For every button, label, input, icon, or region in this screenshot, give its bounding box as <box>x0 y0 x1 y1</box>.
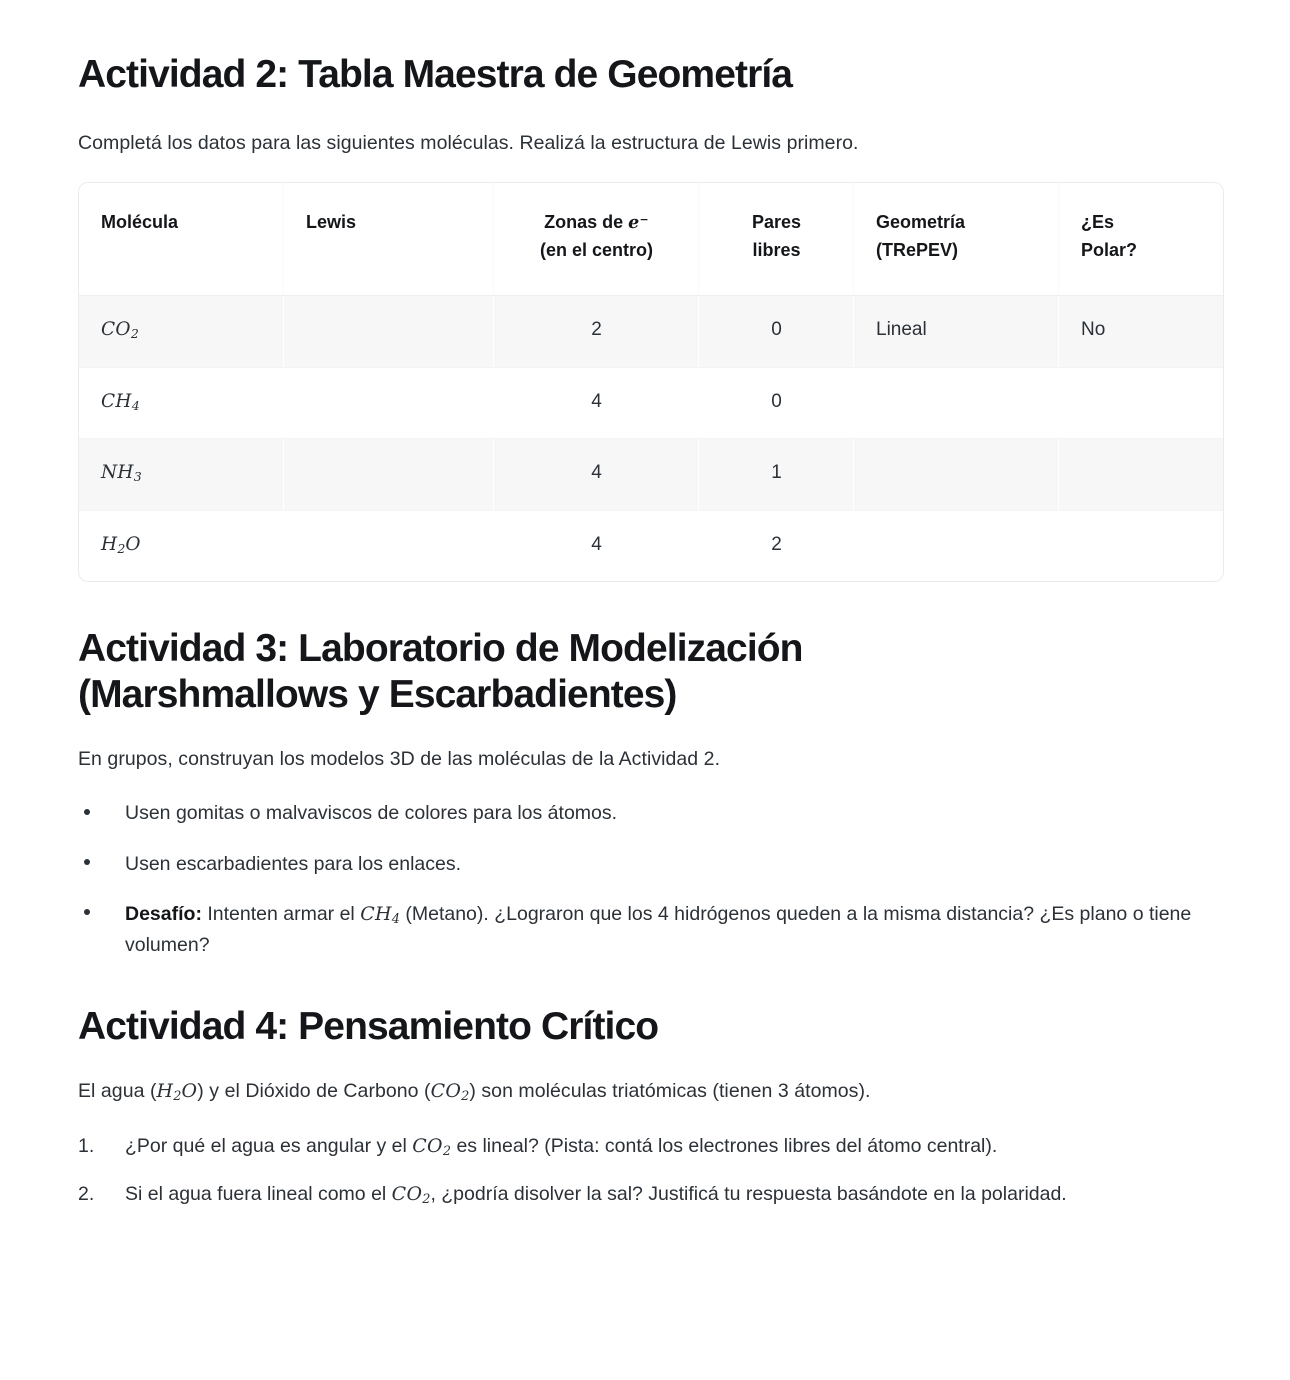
geometry-table-head <box>79 183 1223 295</box>
formula-ch4: $CH_4$ <box>101 390 140 413</box>
table-header-row <box>79 183 1223 295</box>
list-item-text-after-math: (Metano). ¿Lograron que los 4 hidrógenos queden a la misma distancia? ¿Es plano o tiene volumen? <box>125 902 1192 956</box>
formula-ch4: $CH_4$ <box>360 902 400 927</box>
activity3-heading-line1: Actividad 3: Laboratorio de Modelización <box>78 627 803 671</box>
col-header-es-polar-label: ¿Es <box>1081 212 1115 233</box>
table-row <box>79 367 1223 439</box>
cell-molecula <box>79 296 284 368</box>
col-header-zonas-sublabel: (en el centro) <box>539 240 654 261</box>
cell-es-polar[interactable] <box>1059 367 1223 439</box>
col-header-es-polar <box>1059 183 1223 295</box>
list-item <box>78 899 1222 960</box>
formula-h2o: $H_2O$ <box>101 533 141 556</box>
col-header-geometria-sublabel: (TRePEV) <box>876 240 959 261</box>
activity2-intro: Completá los datos para las siguientes moléculas. Realizá la estructura de Lewis primero. <box>78 132 859 155</box>
activity4-intro-part1: El agua ( <box>78 1079 157 1102</box>
list-item <box>78 1179 1222 1210</box>
electron-symbol: e− <box>628 213 649 234</box>
cell-pares-libres: 0 <box>699 367 854 439</box>
cell-lewis[interactable] <box>284 367 494 439</box>
col-header-molecula-label: Molécula <box>101 212 179 233</box>
activity2-heading: Actividad 2: Tabla Maestra de Geometría <box>78 53 793 96</box>
table-row <box>79 296 1223 368</box>
col-header-lewis <box>284 183 494 295</box>
cell-lewis[interactable] <box>284 439 494 511</box>
col-header-geometria-label: Geometría <box>876 212 966 233</box>
list-item-bold-prefix: Desafío: <box>125 902 202 925</box>
activity4-intro-part2: ) y el Dióxido de Carbono ( <box>197 1079 431 1102</box>
formula-co2: $CO_2$ <box>101 319 139 341</box>
col-header-molecula <box>79 183 284 295</box>
spacer <box>78 582 1222 626</box>
cell-geometria[interactable] <box>854 439 1059 511</box>
list-item-text-part1: Si el agua fuera lineal como el <box>125 1183 392 1206</box>
spacer <box>78 960 1222 1004</box>
spacer <box>78 718 1222 744</box>
list-item-text: Usen escarbadientes para los enlaces. <box>125 852 462 875</box>
spacer <box>78 98 1222 128</box>
col-header-pares-libres-label: Pares <box>751 212 802 233</box>
formula-nh3: $NH_3$ <box>101 462 142 484</box>
cell-geometria[interactable] <box>854 367 1059 439</box>
geometry-table-body <box>79 296 1223 582</box>
cell-zonas: 4 <box>494 439 699 511</box>
cell-geometria: Lineal <box>854 296 1059 368</box>
col-header-zonas <box>494 183 699 295</box>
list-item-number: 2. <box>78 1183 95 1206</box>
table-row <box>79 510 1223 581</box>
bullet-icon <box>84 809 90 815</box>
col-header-pares-libres-sublabel: libres <box>752 240 801 261</box>
activity4-question-list <box>78 1131 1222 1211</box>
activity3-heading-line2: (Marshmallows y Escarbadientes) <box>78 673 677 717</box>
col-header-es-polar-sublabel: Polar? <box>1081 240 1138 261</box>
cell-zonas: 4 <box>494 367 699 439</box>
activity4-intro-part3: ) son moléculas triatómicas (tienen 3 átomos). <box>469 1079 871 1102</box>
cell-es-polar: No <box>1059 296 1223 368</box>
col-header-lewis-label: Lewis <box>306 212 357 233</box>
cell-pares-libres: 0 <box>699 296 854 368</box>
cell-es-polar[interactable] <box>1059 439 1223 511</box>
activity3-bullet-list <box>78 798 1222 959</box>
cell-zonas: 4 <box>591 533 602 555</box>
cell-geometria[interactable] <box>854 510 1059 581</box>
formula-co2: $CO_2$ <box>430 1079 470 1104</box>
activity4-intro <box>78 1076 1222 1107</box>
cell-molecula <box>79 367 284 439</box>
list-item <box>78 798 1222 828</box>
spacer <box>78 1050 1222 1076</box>
cell-lewis[interactable] <box>284 296 494 368</box>
cell-zonas: 2 <box>494 296 699 368</box>
list-item-text-part2: es lineal? (Pista: contá los electrones libres del átomo central). <box>451 1134 998 1157</box>
bullet-icon <box>84 909 90 915</box>
col-header-pares-libres <box>699 183 854 295</box>
cell-molecula <box>79 439 284 511</box>
list-item <box>78 849 1222 879</box>
cell-molecula <box>79 510 284 581</box>
formula-h2o: $H_2O$ <box>156 1079 198 1104</box>
geometry-table <box>79 183 1223 581</box>
list-item-text-before-math: Intenten armar el <box>201 902 361 925</box>
cell-pares-libres: 2 <box>771 533 782 555</box>
list-item-text: Usen gomitas o malvaviscos de colores para los átomos. <box>125 802 618 825</box>
table-row <box>79 439 1223 511</box>
activity3-heading <box>78 626 1222 718</box>
activity3-intro: En grupos, construyan los modelos 3D de las moléculas de la Actividad 2. <box>78 748 721 771</box>
col-header-zonas-label: Zonas de e− <box>544 212 649 234</box>
cell-es-polar[interactable] <box>1059 510 1223 581</box>
list-item-number: 1. <box>78 1134 95 1157</box>
cell-pares-libres: 1 <box>699 439 854 511</box>
activity4-heading: Actividad 4: Pensamiento Crítico <box>78 1004 659 1048</box>
col-header-geometria <box>854 183 1059 295</box>
formula-co2: $CO_2$ <box>412 1134 452 1159</box>
list-item <box>78 1131 1222 1162</box>
bullet-icon <box>84 859 90 865</box>
cell-lewis[interactable] <box>284 510 494 581</box>
formula-co2: $CO_2$ <box>391 1183 431 1208</box>
list-item-text-part1: ¿Por qué el agua es angular y el <box>125 1134 413 1157</box>
geometry-table-card <box>78 182 1224 582</box>
list-item-text-part2: , ¿podría disolver la sal? Justificá tu respuesta basándote en la polaridad. <box>430 1183 1067 1206</box>
